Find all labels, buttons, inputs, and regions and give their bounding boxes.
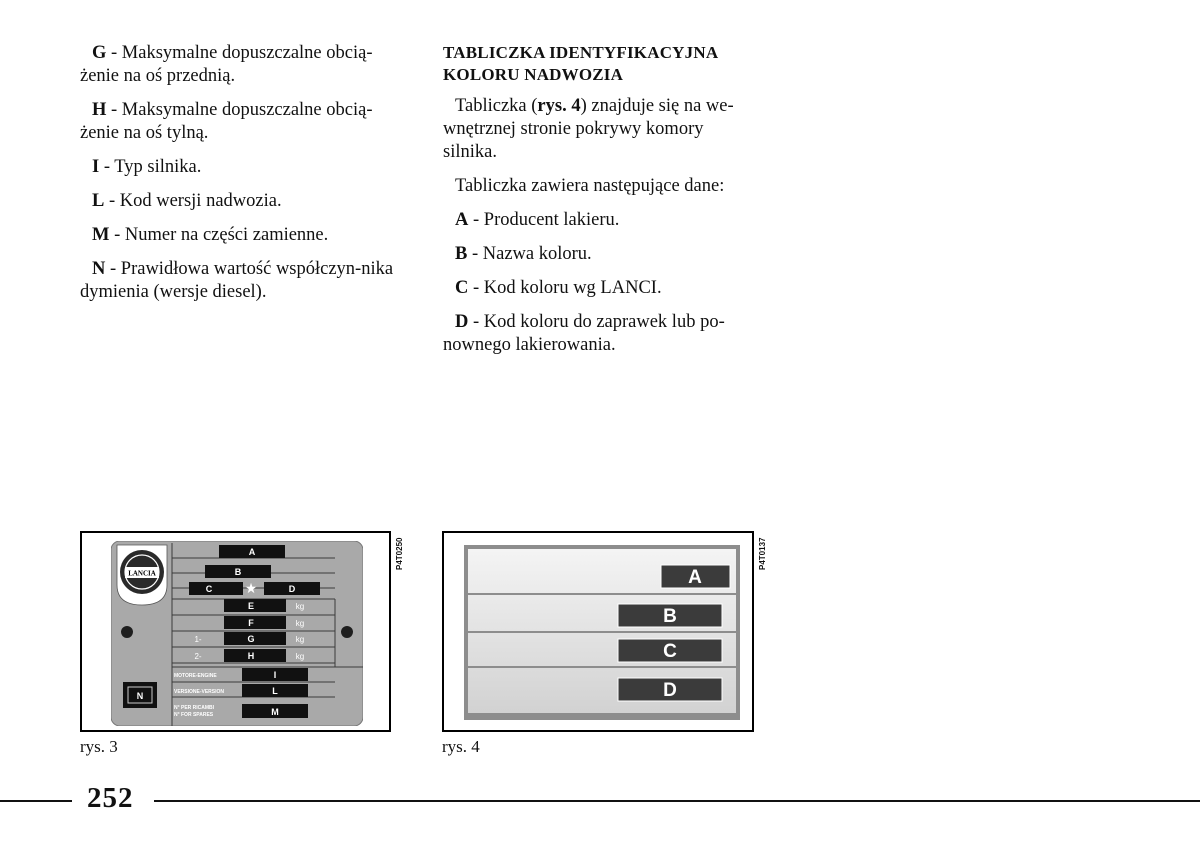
unit-kg: kg bbox=[295, 602, 305, 611]
unit-kg: kg bbox=[295, 652, 305, 661]
plate-label-g: G bbox=[247, 634, 255, 644]
unit-kg: kg bbox=[295, 635, 305, 644]
footer-rule-right bbox=[154, 800, 1200, 802]
list-item: H - Maksymalne dopuszczalne obcią-żenie na oś tylną. bbox=[80, 100, 373, 143]
footer-rule-left bbox=[0, 800, 72, 802]
list-item: M - Numer na części zamienne. bbox=[92, 225, 329, 245]
figure-3-caption: rys. 3 bbox=[80, 737, 118, 756]
plate-label-h: H bbox=[247, 651, 255, 661]
list-item: N - Prawidłowa wartość współczyn-nika dymienia (wersje diesel). bbox=[80, 259, 394, 302]
list-item: A - Producent lakieru. bbox=[455, 210, 620, 230]
list-item: G - Maksymalne dopuszczalne obcią-żenie na oś przednią. bbox=[80, 43, 373, 86]
plate-label-f: F bbox=[248, 618, 254, 628]
figure-4-caption: rys. 4 bbox=[442, 737, 480, 756]
axle-2-label: 2- bbox=[194, 652, 202, 661]
axle-1-label: 1- bbox=[194, 635, 202, 644]
intro-paragraph: Tabliczka (rys. 4) znajduje się na we-wnętrznej stronie pokrywy komory silnika. bbox=[443, 96, 734, 162]
versione-label: VERSIONE-VERSION bbox=[174, 689, 225, 695]
star-icon: ★ bbox=[244, 581, 258, 597]
plate-label-n: N bbox=[136, 691, 144, 701]
plate-label-d: D bbox=[288, 584, 296, 594]
motore-label: MOTORE-ENGINE bbox=[174, 673, 217, 679]
section-heading: TABLICZKA IDENTYFIKACYJNA KOLORU NADWOZIA bbox=[443, 43, 719, 84]
color-label-d: D bbox=[663, 680, 677, 701]
list-item: C - Kod koloru wg LANCI. bbox=[455, 278, 662, 298]
logo-text: LANCIA bbox=[128, 569, 156, 578]
spares-label: N° FOR SPARES bbox=[174, 712, 214, 718]
plate-label-i: I bbox=[273, 670, 277, 680]
page-number: 252 bbox=[87, 782, 134, 814]
plate-label-m: M bbox=[271, 707, 279, 717]
plate-label-c: C bbox=[205, 584, 213, 594]
plate-label-l: L bbox=[272, 686, 278, 696]
mounting-hole-left bbox=[121, 626, 133, 638]
color-label-c: C bbox=[663, 641, 677, 662]
list-item: L - Kod wersji nadwozia. bbox=[92, 191, 282, 211]
plate-label-a: A bbox=[248, 547, 256, 557]
plate-label-e: E bbox=[247, 601, 255, 611]
list-item: D - Kod koloru do zaprawek lub po-nownego lakierowania. bbox=[443, 312, 725, 355]
ricambi-label: N° PER RICAMBI bbox=[174, 705, 215, 711]
plate-label-b: B bbox=[234, 567, 242, 577]
list-item: B - Nazwa koloru. bbox=[455, 244, 592, 264]
figure-3-code: P4T0250 bbox=[395, 537, 404, 570]
mounting-hole-right bbox=[341, 626, 353, 638]
contains-paragraph: Tabliczka zawiera następujące dane: bbox=[455, 176, 725, 196]
unit-kg: kg bbox=[295, 619, 305, 628]
figure-4-code: P4T0137 bbox=[758, 537, 767, 570]
right-column bbox=[443, 42, 759, 368]
lancia-logo bbox=[117, 545, 167, 605]
color-label-b: B bbox=[663, 606, 677, 627]
color-label-a: A bbox=[688, 567, 702, 588]
identification-plate-diagram bbox=[111, 541, 363, 726]
list-item: I - Typ silnika. bbox=[92, 157, 202, 177]
color-plate-diagram bbox=[464, 545, 740, 720]
left-column bbox=[80, 42, 396, 315]
